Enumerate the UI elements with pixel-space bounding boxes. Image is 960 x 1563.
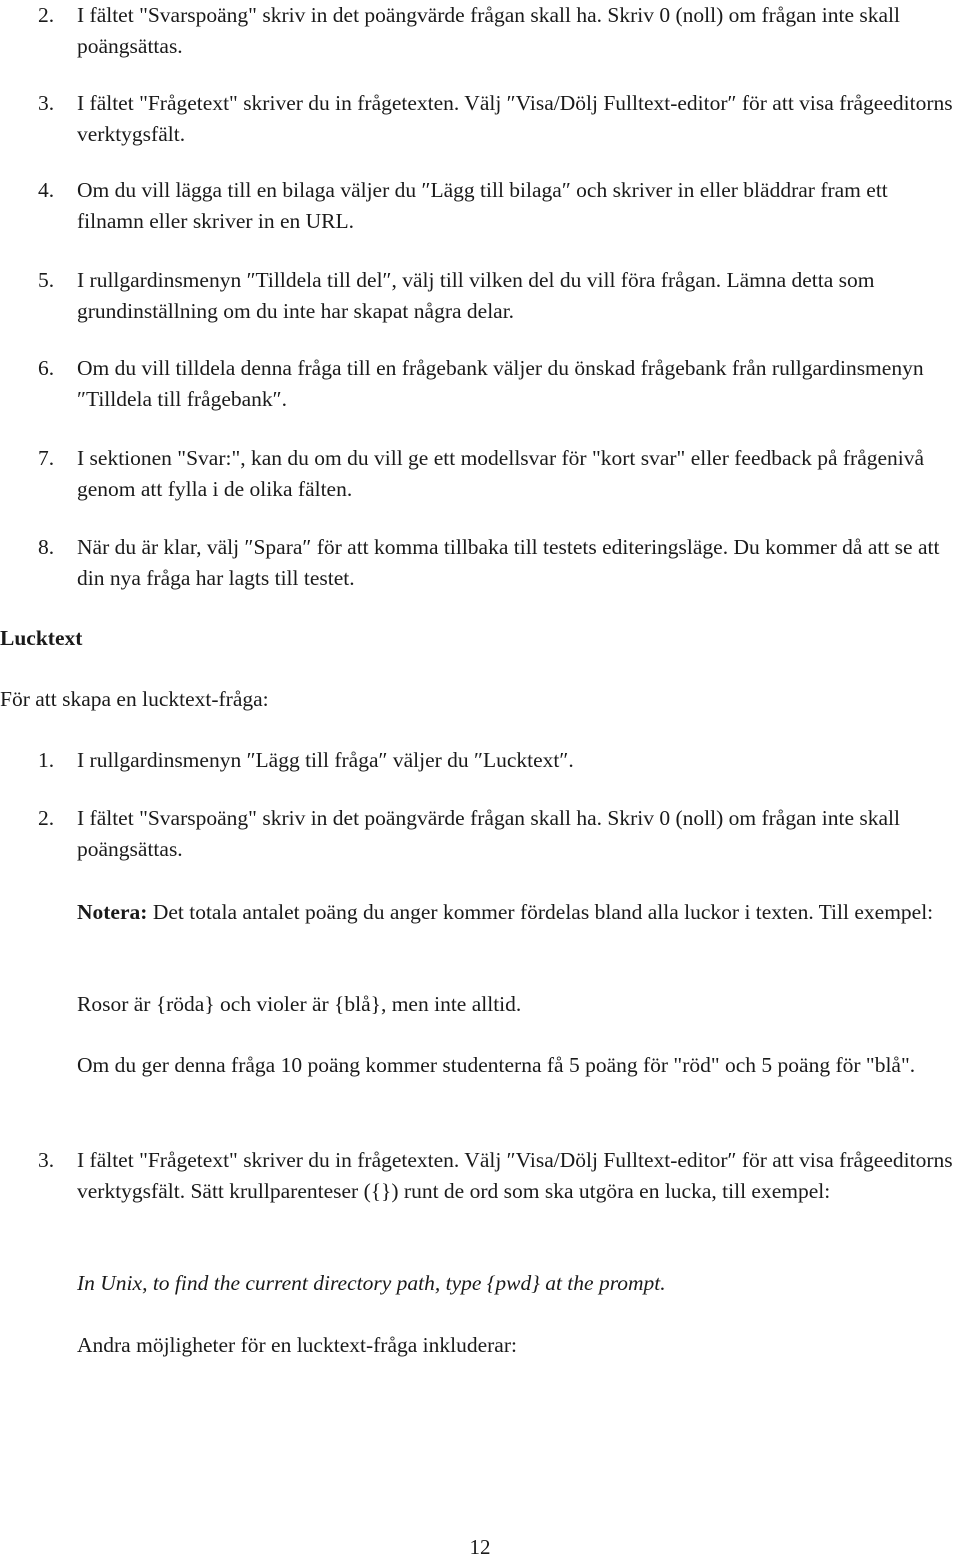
list-text: När du är klar, välj ″Spara″ för att komma tillbaka till testets editeringsläge. Du kommer då att se att din nya fråga har lagts till testet.	[77, 535, 940, 590]
other-options-text: Andra möjligheter för en lucktext-fråga inkluderar:	[77, 1333, 517, 1357]
list-number: 2.	[38, 806, 55, 830]
list-text: I sektionen "Svar:", kan du om du vill ge ett modellsvar för "kort svar" eller feedback på frågenivå genom att fylla i de olika fälten.	[77, 446, 925, 501]
page-number: 12	[469, 1535, 491, 1559]
note-text: Det totala antalet poäng du anger kommer fördelas bland alla luckor i texten. Till exempel:	[147, 900, 934, 924]
list-text: I fältet "Frågetext" skriver du in frågetexten. Välj ″Visa/Dölj Fulltext-editor″ för att visa frågeeditorns verktygsfält. Sätt krullparenteser ({}) runt de ord som ska utgöra en lucka, till exempel:	[77, 1148, 953, 1203]
list-text: I rullgardinsmenyn ″Lägg till fråga″ väljer du ″Lucktext″.	[77, 748, 574, 772]
list-text: I fältet "Svarspoäng" skriv in det poängvärde frågan skall ha. Skriv 0 (noll) om frågan inte skall poängsättas.	[77, 806, 900, 861]
list-number: 6.	[38, 356, 55, 380]
example-sentence: Rosor är {röda} och violer är {blå}, men inte alltid.	[77, 992, 522, 1016]
list-number: 4.	[38, 178, 55, 202]
note-paragraph	[77, 897, 957, 928]
list-number: 8.	[38, 535, 55, 559]
list-text: I rullgardinsmenyn ″Tilldela till del″, välj till vilken del du vill föra frågan. Lämna detta som grundinställning om du inte har skapat några delar.	[77, 268, 875, 323]
list-number: 1.	[38, 748, 55, 772]
italic-example: In Unix, to find the current directory path, type {pwd} at the prompt.	[77, 1271, 666, 1295]
list-text: Om du vill lägga till en bilaga väljer du ″Lägg till bilaga″ och skriver in eller bläddrar fram ett filnamn eller skriver in en URL.	[77, 178, 888, 233]
list-number: 5.	[38, 268, 55, 292]
example-explanation: Om du ger denna fråga 10 poäng kommer studenterna få 5 poäng för "röd" och 5 poäng för "blå".	[77, 1053, 916, 1077]
list-text: Om du vill tilldela denna fråga till en frågebank väljer du önskad frågebank från rullgardinsmenyn ″Tilldela till frågebank″.	[77, 356, 924, 411]
section-intro: För att skapa en lucktext-fråga:	[0, 687, 269, 711]
note-label: Notera:	[77, 900, 148, 924]
list-text: I fältet "Frågetext" skriver du in frågetexten. Välj ″Visa/Dölj Fulltext-editor″ för att visa frågeeditorns verktygsfält.	[77, 91, 953, 146]
list-number: 7.	[38, 446, 55, 470]
list-number: 3.	[38, 91, 55, 115]
list-number: 3.	[38, 1148, 55, 1172]
list-text: I fältet "Svarspoäng" skriv in det poängvärde frågan skall ha. Skriv 0 (noll) om frågan inte skall poängsättas.	[77, 3, 900, 58]
list-number: 2.	[38, 3, 55, 27]
section-heading: Lucktext	[0, 626, 83, 650]
